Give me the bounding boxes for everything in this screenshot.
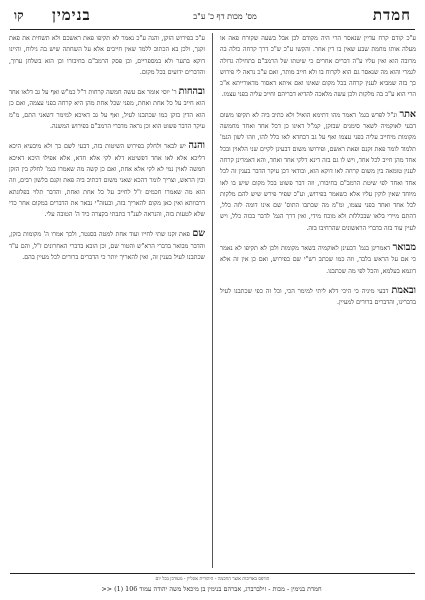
paragraph-lead-word: והנה — [188, 140, 205, 152]
running-title-left: בנימין — [52, 6, 91, 24]
paragraph-lead-word: ובאמת — [391, 284, 416, 296]
footer-source-line: חמדת בנימין - מכות - זילברברג, אברהם בנימין בן מיכאל משה יהודה עמוד 106 (1) << — [101, 585, 322, 593]
page-header — [10, 6, 415, 28]
footer-rule — [10, 573, 415, 574]
paragraph-lead-word: מבואר — [392, 242, 416, 254]
paragraph-text: דבעי מיניה כי היכי דלא ליתי למימר הכי, וכל זה כפי שכתבנו לעיל בדברינו, והדברים ברורים למעיין. — [220, 287, 416, 307]
paragraph — [220, 285, 416, 309]
paragraph: ע"כ בפירוש הזקן, והנה ע"כ נאמר לא תקיפו פאת ראשכם ולא תשחית את פאת זקנך, ולכן בא הכתוב ללמד שאין חייבים אלא על השחתה שיש בה גילוח, והיינו דוקא בתער ולא במספריים, וכן פסק הרמב"ם בחיבורו וכן הוא בשלחן ערוך, והדברים ידועים בכל מקום. — [9, 35, 205, 76]
paragraph-text: דאמרינן בגמ' דבעינן לאוקמיה בשאר מקומות ולכן לא תקיפו לא נאמר כי אם על הראש בלבד, וזה כמו שכתב רש"י שם בפירוש, ואם כן אין זה אלא דוגמא בעלמא, והכל לפי מה שכתבנו. — [220, 245, 416, 275]
paragraph-lead-word: ובהחות — [178, 86, 205, 98]
paragraph-lead-word: שם — [192, 228, 205, 240]
footer-credit: הודפס באדיבות אוצר החכמה - היהודית אונליין - מעודכן בכל יום — [155, 577, 270, 582]
paragraph-text: ונ"ל לפרש בגמ' דאמר מהו דתימא הואיל ולא כתיב ביה לא תקיפו משום דבעי לאוקמיה לשאר סימנים שבזקן, קמ"ל דאינו כן דכל אחד ואחד מחמשה מקומות מיחייב עליה בפני עצמו ואף על גב דבחדא לאו כלל להו, וזהו לשון הגמ' תלמוד לומר פאת זקנם ופאת ראשם, ופירושו משום דבעינן לקיים שני הלאוין ובכל אחד מהן חייב לכל אחד, ויש לו גם בזה דינא דלקי אחד ואחד, והא דאמרינן קרחה לענין טומאה בין משום קרחה לאו דוקא הוא, ובודאי דכן עיקר הדבר בענין זה לכל אחד ואחד לפי שיטת הרמב"ם בחיבורו, וזה דבר פשוט בכל מקום שיש בו לאו מיוחד שאין לוקין עליו אלא כשאמר בפירוש, וע"כ שפיר פירש שיש להם מלקות לכל אחד ואחד בפני עצמו, ומ"מ מה שכתבו התוס' שם אינו דומה לזה כלל, דהתם מיירי בלאו שבכללות ולא מוכח מידי, ואין דרך הגמ' לדבר בכזה כלל, ויש לעיין עוד בזה בדברי הראשונים שהרחיבו בזה. — [220, 111, 416, 232]
paragraph — [220, 242, 416, 277]
running-title-right: חמדת — [372, 6, 411, 24]
paragraph-text: יש לבאר ולחלק בפירוש השיטות בזה, דבעי לשם כך ולא מיבעיא היכא דליכא אלא לאו אחד דפשיטא דלא לקי אלא חדא, אלא אפילו היכא דאיכא חמשה לאוין נמי לא לקי אלא אחת, ואם כן קשה מה שאמרו בגמ' לחלק בין הזקן ובין הראש, וצריך לומר דהכא שאני משום דכתיב ביה פאת זקנם בלשון רבים, וזה הוא מה שאמרו חכמים ז"ל לחייב על כל אחת ואחת, והדבר תלוי בפלוגתא דרבוותא ואין כאן מקום להאריך בזה, ובעזה"י נבאר את הדברים במקום אחר כדי שלא לטעות בזה, והנראה לענ"ד כתבתי בקצרה כיד ה' הטובה עלי. — [9, 143, 205, 219]
paragraph-text: ר' יוסי אומר אם עשה חמשה קרחות ר"ל כמ"ש ואף על גב דלאו אחד הוא חייב על כל אחת ואחת, מפני שכל אחת מהן היא קרחה בפני עצמה, ואם כן הוא הדין בזקן כמו שכתבנו לעיל, ואף על גב דאיכא למימר דשאני התם, מ"מ עיקר הדבר פשוט הוא וכן נראה מדברי הרמב"ם בפירוש המשנה. — [9, 89, 205, 131]
right-column — [220, 33, 416, 568]
paragraph-text: פאת זקנו שתי לחייו ועוד אחת למטה בסנטר, ולכך אמרו ה' מקומות בזקן, והדבר מבואר בדברי הרא"ש והטור שם, וכן הובא בדברי האחרונים ז"ל, והם ע"ד שכתבנו לעיל בענין זה, ואין להאריך יותר כי הדברים ברורים לכל מעיין בהם. — [9, 231, 205, 262]
header-rule — [10, 29, 415, 30]
left-column — [9, 33, 205, 568]
column-divider — [212, 33, 213, 568]
paragraph — [9, 228, 205, 263]
paragraph — [9, 140, 205, 220]
running-header-reference: מס' מכות דף כ' ע"ב — [193, 12, 257, 21]
paragraph-lead-word: אתר — [399, 108, 416, 120]
paragraph — [220, 109, 416, 234]
paragraph: ע"כ קודם קרח עדיין שנאסר הרי היה מקודם לכן אבל בשעה שקורח פאה או מעלה אותו מחמת שבע שאין בו דין אחר. והקשו ע"כ ש"כ דרך קרחה כולה בה מרובה הוא ואין עליו ע"ה דברים אחרים כי שיטתו של הרמב"ם בתחילה גדולה לגמרי והוא מה שנאסר גם הוא לקרוח בו ולא חייב מותר, ואם ע"כ נראה לי פירוש כך בזה שמביא לענין קרחה בכל מקום שאינו ואם איתא דאסור מדאורייתא א"כ הרי הוא ע"כ בה מלקות ולכן עשה מלאכה להדיא דבריהם וחייב עליה בפני עצמו. — [220, 35, 416, 99]
paragraph — [9, 86, 205, 132]
page-number: קו — [14, 8, 24, 22]
